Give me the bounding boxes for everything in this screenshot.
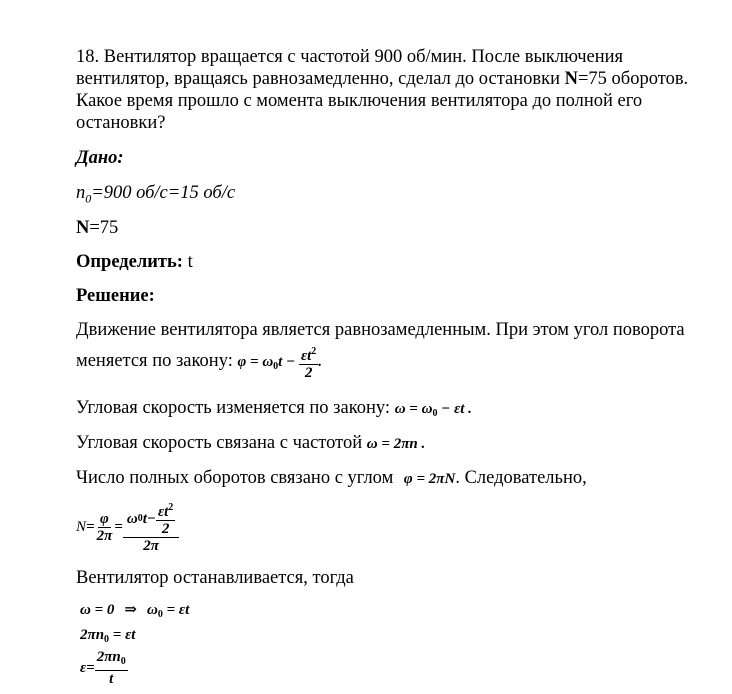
- formula-stop-condition: ω = 0 ⇒ $\omega_0 = \varepsilon t$: [80, 602, 190, 620]
- given-n0-symbol: n: [76, 183, 86, 203]
- formula-2pin0: $2\pi n_0 = \varepsilon t$: [80, 627, 136, 645]
- find-value: t: [182, 252, 193, 272]
- given-N-symbol: N: [76, 218, 90, 238]
- solution-p4-end: . Следовательно,: [455, 468, 587, 488]
- given-n0-value: =900 об/с=15 об/с: [91, 183, 236, 203]
- formula-N-derivation: N = $\frac{\varphi}{2\pi}$ = ω 0 t − $\frac{\varepsilon t^2}{2}$ 2π: [76, 500, 179, 554]
- formula-phi-law: $\varphi = \omega_0t$ − $\frac{\varepsilon t^2}{2}$ .: [237, 346, 323, 382]
- given-heading: Дано:: [76, 148, 124, 168]
- formula-phi-turns: φ = 2πN: [403, 471, 456, 487]
- solution-p4-text: Число полных оборотов связано с углом: [76, 468, 398, 488]
- solution-p2-text: Угловая скорость изменяется по закону:: [76, 398, 395, 418]
- solution-p4: [76, 467, 587, 490]
- problem-line-2-text: вентилятор, вращаясь равнозамедленно, сделал до остановки: [76, 69, 565, 89]
- problem-N-symbol: N: [564, 69, 578, 89]
- given-n0: [76, 182, 235, 210]
- solution-p1-line2: [76, 344, 322, 384]
- problem-line-4: остановки?: [76, 113, 166, 133]
- solution-p3-text: Угловая скорость связана с частотой: [76, 433, 367, 453]
- problem-line-2: [76, 68, 688, 90]
- solution-p5: Вентилятор останавливается, тогда: [76, 568, 354, 588]
- given-n0-subscript: 0: [85, 191, 92, 206]
- find-line: [76, 251, 193, 273]
- solution-heading: Решение:: [76, 286, 155, 306]
- solution-p1-line1: Движение вентилятора является равнозамедленным. При этом угол поворота: [76, 320, 685, 340]
- formula-omega-frequency: ω = 2πn .: [366, 436, 426, 452]
- find-label: Определить:: [76, 252, 183, 272]
- solution-p3: [76, 432, 425, 455]
- formula-omega-law: $\omega = \omega_0 - \varepsilon t$ .: [394, 401, 472, 419]
- given-N: [76, 217, 118, 239]
- problem-line-2-end: =75 оборотов.: [578, 69, 689, 89]
- solution-p1-line2-text: меняется по закону:: [76, 351, 238, 371]
- problem-line-1: 18. Вентилятор вращается с частотой 900 об/мин. После выключения: [76, 47, 624, 67]
- problem-line-3: Какое время прошло с момента выключения вентилятора до полной его: [76, 91, 643, 111]
- formula-epsilon: ε = $\frac{2\pi n_0}{t}$: [80, 649, 126, 687]
- given-N-value: =75: [89, 218, 119, 238]
- solution-p2: [76, 397, 472, 425]
